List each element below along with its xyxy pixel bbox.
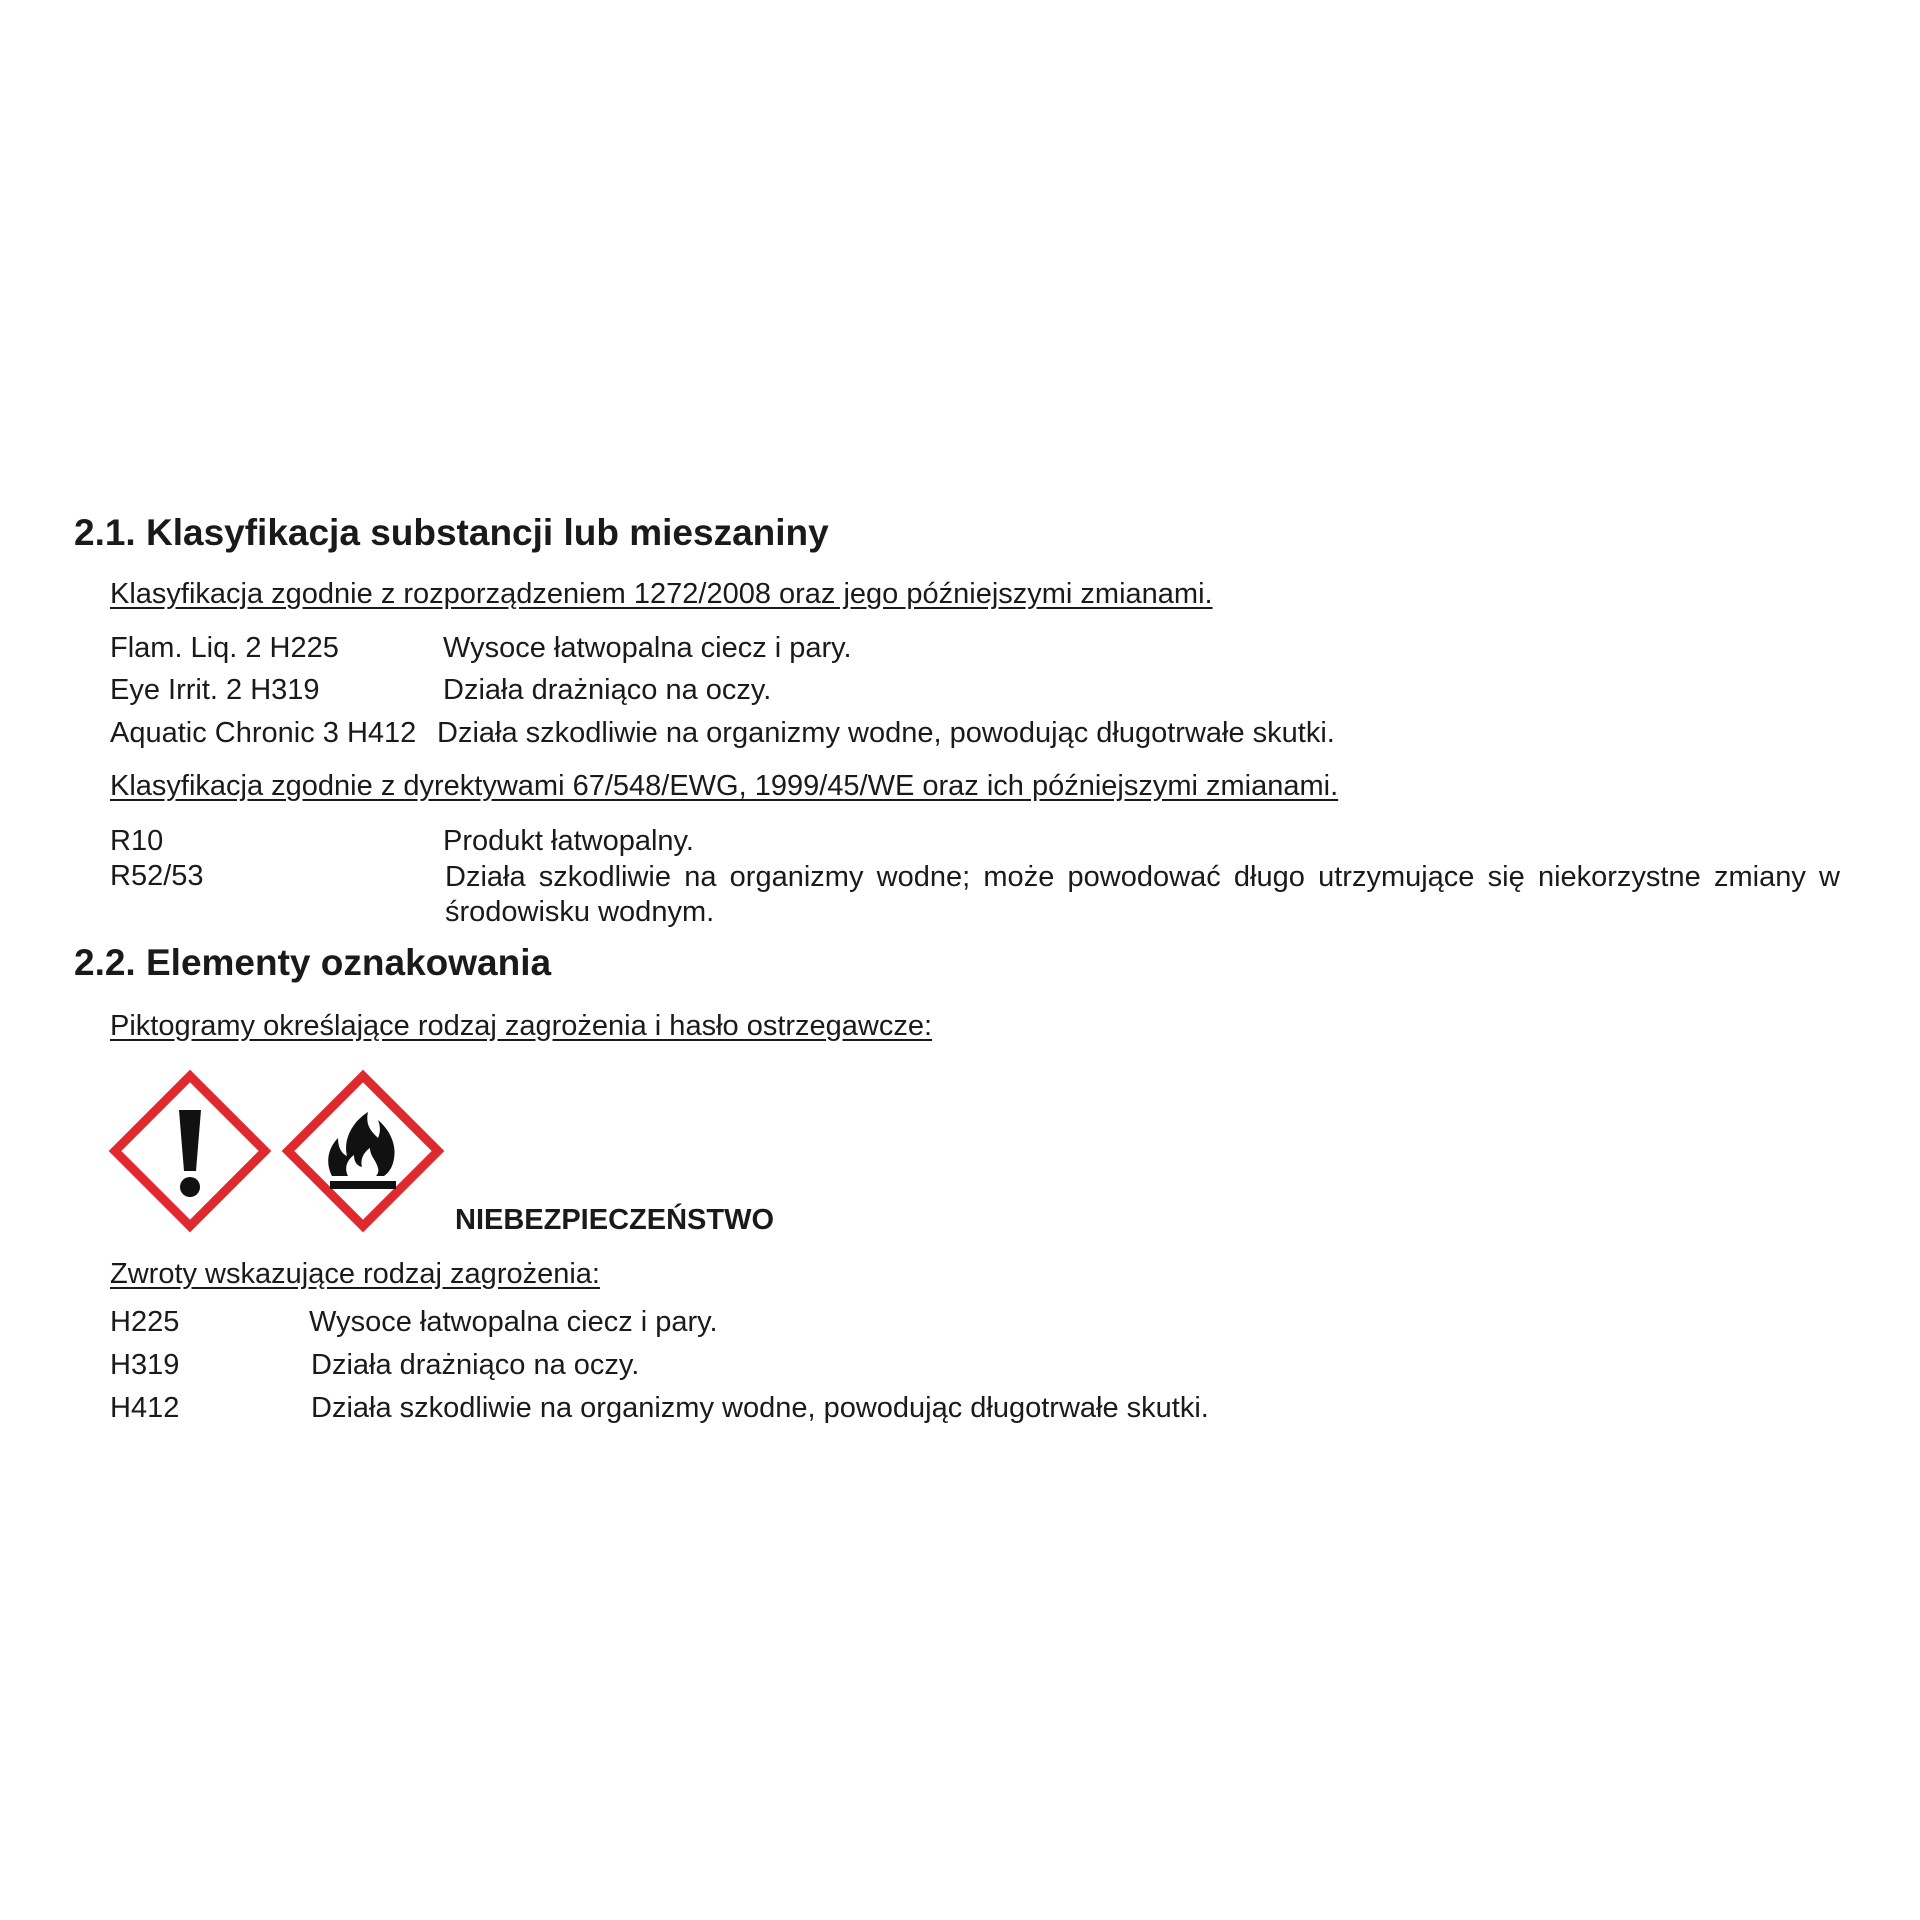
section-2-2-title: 2.2. Elementy oznakowania xyxy=(74,942,552,983)
hazard-code: H412 xyxy=(110,1392,180,1424)
clp-classification-heading: Klasyfikacja zgodnie z rozporządzeniem 1272/2008 oraz jego późniejszymi zmianami. xyxy=(110,578,1213,610)
hazard-text: Działa drażniąco na oczy. xyxy=(311,1349,640,1381)
hazard-text: Działa szkodliwie na organizmy wodne, powodując długotrwałe skutki. xyxy=(311,1392,1209,1424)
clp-entry-text: Działa drażniąco na oczy. xyxy=(443,674,772,706)
dsd-entry-text: Produkt łatwopalny. xyxy=(443,825,694,857)
section-2-1-title: 2.1. Klasyfikacja substancji lub mieszaniny xyxy=(74,512,829,553)
hazard-code: H225 xyxy=(110,1306,180,1338)
hazard-statements-heading: Zwroty wskazujące rodzaj zagrożenia: xyxy=(110,1258,600,1290)
exclamation-mark-icon xyxy=(107,1068,273,1234)
flame-icon xyxy=(280,1068,446,1234)
dsd-entry-code: R52/53 xyxy=(110,860,204,892)
clp-entry-code: Eye Irrit. 2 H319 xyxy=(110,674,320,706)
clp-entry-text: Wysoce łatwopalna ciecz i pary. xyxy=(443,632,852,664)
clp-entry-code: Flam. Liq. 2 H225 xyxy=(110,632,339,664)
dsd-classification-heading: Klasyfikacja zgodnie z dyrektywami 67/548/EWG, 1999/45/WE oraz ich późniejszymi zmianami. xyxy=(110,770,1339,802)
clp-entry-code: Aquatic Chronic 3 H412 xyxy=(110,717,417,749)
hazard-text: Wysoce łatwopalna ciecz i pary. xyxy=(309,1306,718,1338)
dsd-entry-text: Działa szkodliwie na organizmy wodne; może powodować długo utrzymujące się niekorzystne zmiany w środowisku wodnym. xyxy=(445,861,1840,928)
clp-entry-text: Działa szkodliwie na organizmy wodne, powodując długotrwałe skutki. xyxy=(437,717,1335,749)
signal-word: NIEBEZPIECZEŃSTWO xyxy=(455,1204,775,1236)
dsd-entry-code: R10 xyxy=(110,825,164,857)
hazard-code: H319 xyxy=(110,1349,180,1381)
pictograms-heading: Piktogramy określające rodzaj zagrożenia i hasło ostrzegawcze: xyxy=(110,1010,933,1042)
